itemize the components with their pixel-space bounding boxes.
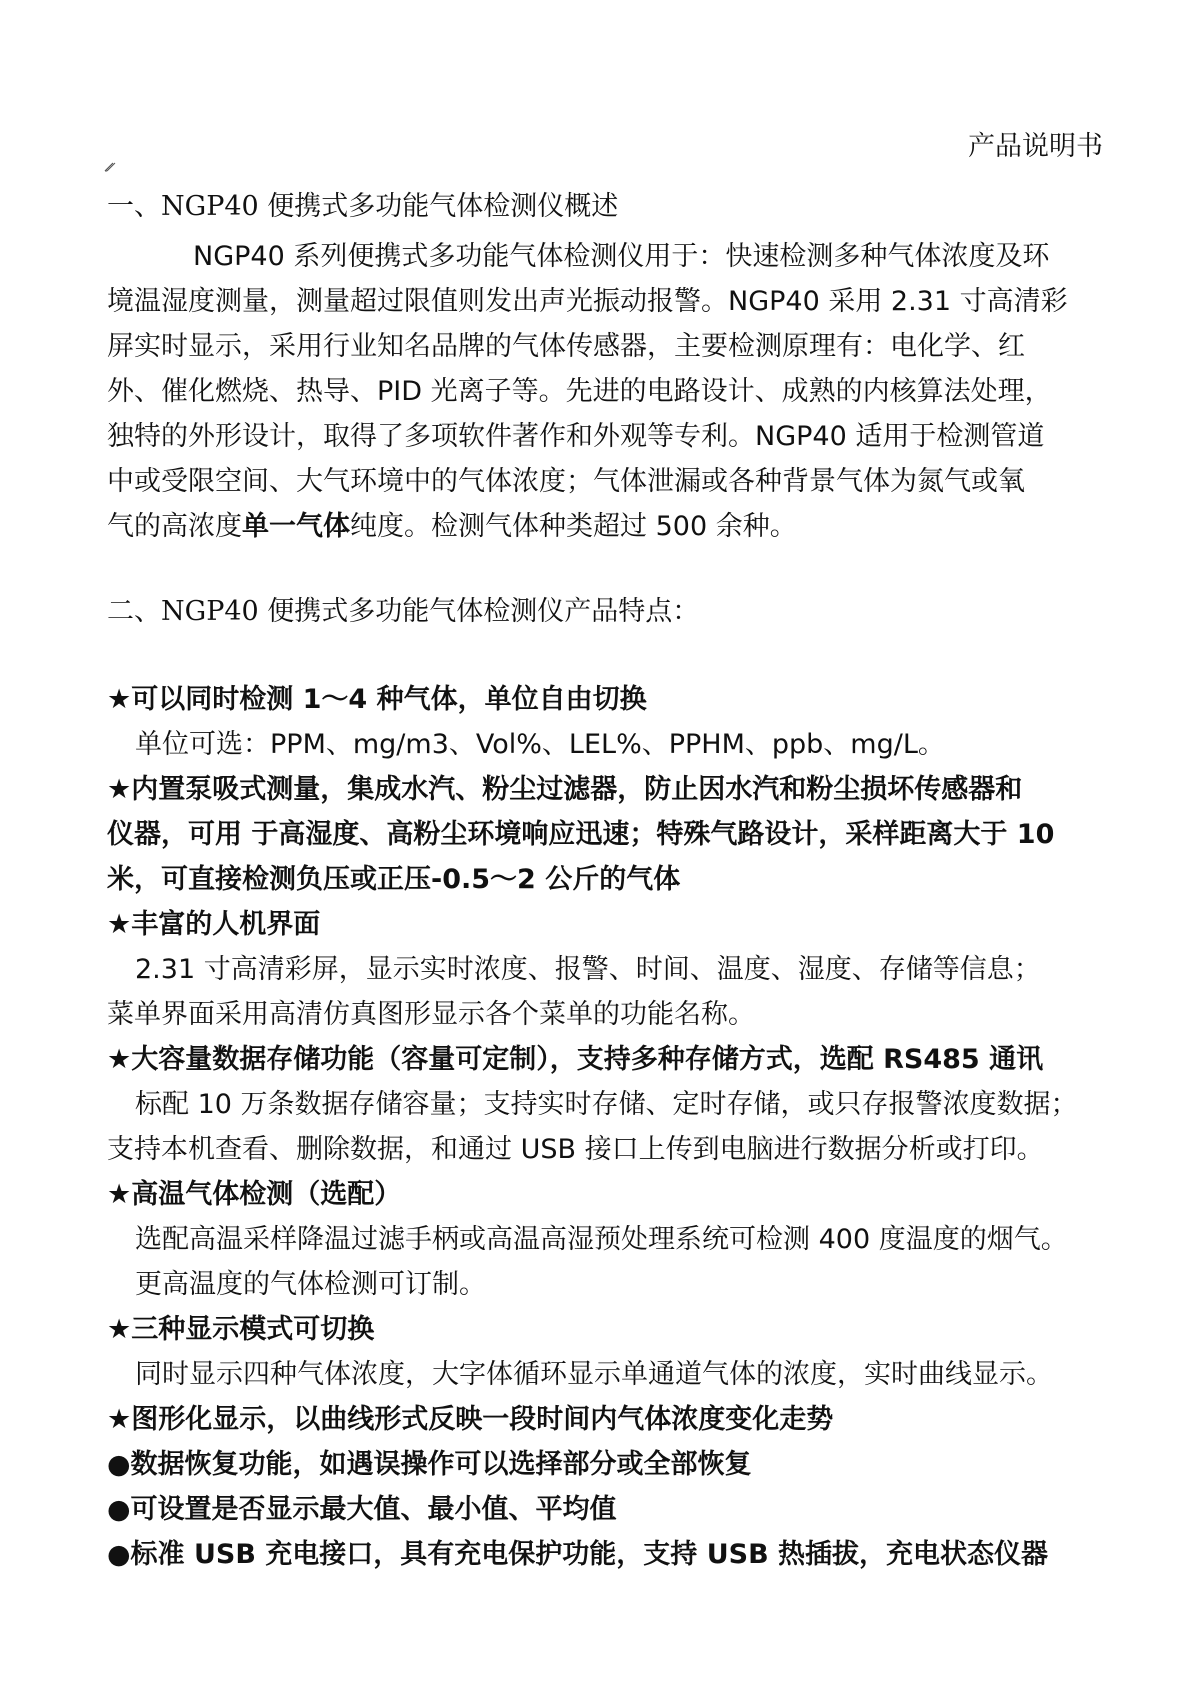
feature-detail: 菜单界面采用高清仿真图形显示各个菜单的功能名称。 (107, 999, 755, 1030)
paragraph-line: 屏实时显示，采用行业知名品牌的气体传感器，主要检测原理有：电化学、红 (107, 331, 1025, 362)
section-2-heading: 二、NGP40 便携式多功能气体检测仪产品特点： (107, 596, 700, 627)
feature-detail: 选配高温采样降温过滤手柄或高温高湿预处理系统可检测 400 度温度的烟气。 (135, 1224, 1068, 1255)
paragraph-line: NGP40 系列便携式多功能气体检测仪用于：快速检测多种气体浓度及环 (193, 241, 1050, 272)
paragraph-line: 外、催化燃烧、热导、PID 光离子等。先进的电路设计、成熟的内核算法处理， (107, 376, 1052, 407)
last-line-prefix: 气的高浓度 (107, 511, 242, 542)
feature-heading: 米，可直接检测负压或正压-0.5～2 公斤的气体 (107, 864, 681, 895)
paragraph-last-line (107, 504, 1157, 549)
feature-list (107, 677, 1157, 1577)
spacer (107, 549, 1157, 585)
feature-heading: ●标准 USB 充电接口，具有充电保护功能，支持 USB 热插拔，充电状态仪器 (107, 1539, 1049, 1570)
document-body (107, 180, 1157, 1577)
document-header-title: 产品说明书 (968, 131, 1103, 162)
feature-heading: 仪器，可用 于高湿度、高粉尘环境响应迅速；特殊气路设计，采样距离大于 10 (107, 819, 1055, 850)
feature-detail: 2.31 寸高清彩屏，显示实时浓度、报警、时间、温度、湿度、存储等信息； (135, 954, 1041, 985)
last-line-emphasis: 单一气体 (242, 511, 350, 542)
feature-heading: ●可设置是否显示最大值、最小值、平均值 (107, 1494, 617, 1525)
feature-heading: ★高温气体检测（选配） (107, 1179, 402, 1210)
paragraph-line: 中或受限空间、大气环境中的气体浓度；气体泄漏或各种背景气体为氮气或氧 (107, 466, 1025, 497)
feature-heading: ★内置泵吸式测量，集成水汽、粉尘过滤器，防止因水汽和粉尘损坏传感器和 (107, 774, 1023, 805)
section-1-paragraph (107, 234, 1157, 549)
section-1-heading: 一、NGP40 便携式多功能气体检测仪概述 (107, 191, 619, 222)
spacer (107, 639, 1157, 677)
feature-heading: ★可以同时检测 1～4 种气体，单位自由切换 (107, 684, 647, 715)
feature-detail: 更高温度的气体检测可订制。 (135, 1269, 486, 1300)
feature-heading: ★图形化显示，以曲线形式反映一段时间内气体浓度变化走势 (107, 1404, 834, 1435)
feature-heading: ★大容量数据存储功能（容量可定制），支持多种存储方式，选配 RS485 通讯 (107, 1044, 1044, 1075)
feature-heading: ●数据恢复功能，如遇误操作可以选择部分或全部恢复 (107, 1449, 752, 1480)
feature-detail: 支持本机查看、删除数据，和通过 USB 接口上传到电脑进行数据分析或打印。 (107, 1134, 1044, 1165)
feature-detail: 同时显示四种气体浓度，大字体循环显示单通道气体的浓度，实时曲线显示。 (135, 1359, 1053, 1390)
last-line-suffix: 纯度。检测气体种类超过 500 余种。 (350, 511, 797, 542)
pencil-icon (104, 160, 116, 172)
paragraph-line: 境温湿度测量，测量超过限值则发出声光振动报警。NGP40 采用 2.31 寸高清彩 (107, 286, 1068, 317)
feature-heading: ★三种显示模式可切换 (107, 1314, 375, 1345)
feature-detail: 标配 10 万条数据存储容量；支持实时存储、定时存储，或只存报警浓度数据； (135, 1089, 1078, 1120)
feature-detail: 单位可选：PPM、mg/m3、Vol%、LEL%、PPHM、ppb、mg/L。 (135, 729, 945, 760)
paragraph-line: 独特的外形设计，取得了多项软件著作和外观等专利。NGP40 适用于检测管道 (107, 421, 1045, 452)
feature-heading: ★丰富的人机界面 (107, 909, 321, 940)
